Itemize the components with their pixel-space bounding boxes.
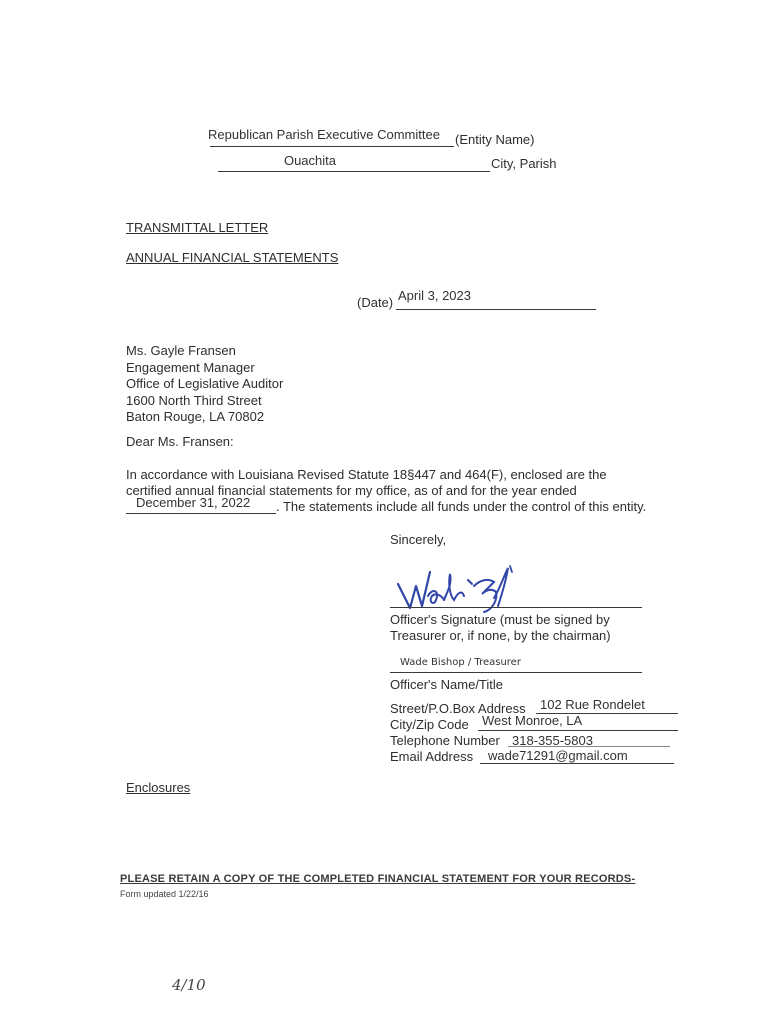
email-line xyxy=(480,763,674,764)
recipient-office: Office of Legislative Auditor xyxy=(126,376,284,392)
recipient-title: Engagement Manager xyxy=(126,359,255,375)
body-line-2: certified annual financial statements for my office, as of and for the year ended xyxy=(126,483,577,498)
sincerely: Sincerely, xyxy=(390,532,447,547)
phone-label: Telephone Number xyxy=(390,733,500,748)
date-line xyxy=(396,309,596,310)
retain-copy-notice: PLEASE RETAIN A COPY OF THE COMPLETED FINANCIAL STATEMENT FOR YOUR RECORDS- xyxy=(120,873,636,885)
date-label: (Date) xyxy=(357,295,394,310)
cityzip-value: West Monroe, LA xyxy=(482,713,583,728)
phone-line xyxy=(508,746,670,747)
recipient-name: Ms. Gayle Fransen xyxy=(126,343,236,358)
officer-name-title-line xyxy=(390,672,642,673)
body-line-3: . The statements include all funds under the control of this entity. xyxy=(276,499,647,514)
officer-name-title-label: Officer's Name/Title xyxy=(390,677,504,692)
street-value: 102 Rue Rondelet xyxy=(540,697,645,712)
entity-name-line xyxy=(210,146,454,147)
form-updated-note: Form updated 1/22/16 xyxy=(120,889,209,899)
salutation: Dear Ms. Fransen: xyxy=(126,434,234,449)
entity-name-label: (Entity Name) xyxy=(455,132,535,147)
phone-value: 318-355-5803 xyxy=(512,733,593,748)
enclosures-label: Enclosures xyxy=(126,780,191,795)
date-value: April 3, 2023 xyxy=(398,288,471,303)
entity-name-value: Republican Parish Executive Committee xyxy=(208,127,440,142)
recipient-city: Baton Rouge, LA 70802 xyxy=(126,409,265,425)
city-parish-value: Ouachita xyxy=(283,153,337,168)
transmittal-heading: TRANSMITTAL LETTER xyxy=(126,220,269,235)
cityzip-line xyxy=(478,730,678,731)
recipient-address xyxy=(126,343,283,426)
cityzip-label: City/Zip Code xyxy=(390,717,469,732)
signature-label-1: Officer's Signature (must be signed by xyxy=(390,612,610,627)
city-parish-line xyxy=(218,171,490,172)
email-label: Email Address xyxy=(390,749,474,764)
handwritten-page-note: 4/10 xyxy=(172,976,206,994)
email-value: wade71291@gmail.com xyxy=(488,748,628,763)
city-parish-label: City, Parish xyxy=(491,156,557,171)
street-label: Street/P.O.Box Address xyxy=(390,701,526,716)
signature-line xyxy=(390,607,642,608)
signature-label-2: Treasurer or, if none, by the chairman) xyxy=(390,628,611,643)
year-end-line xyxy=(126,513,276,514)
recipient-street: 1600 North Third Street xyxy=(126,392,262,408)
year-end-value: December 31, 2022 xyxy=(136,495,251,510)
annual-heading: ANNUAL FINANCIAL STATEMENTS xyxy=(126,250,339,265)
officer-name-title-value: Wade Bishop / Treasurer xyxy=(400,657,521,668)
body-line-1: In accordance with Louisiana Revised Statute 18§447 and 464(F), enclosed are the xyxy=(126,467,607,482)
